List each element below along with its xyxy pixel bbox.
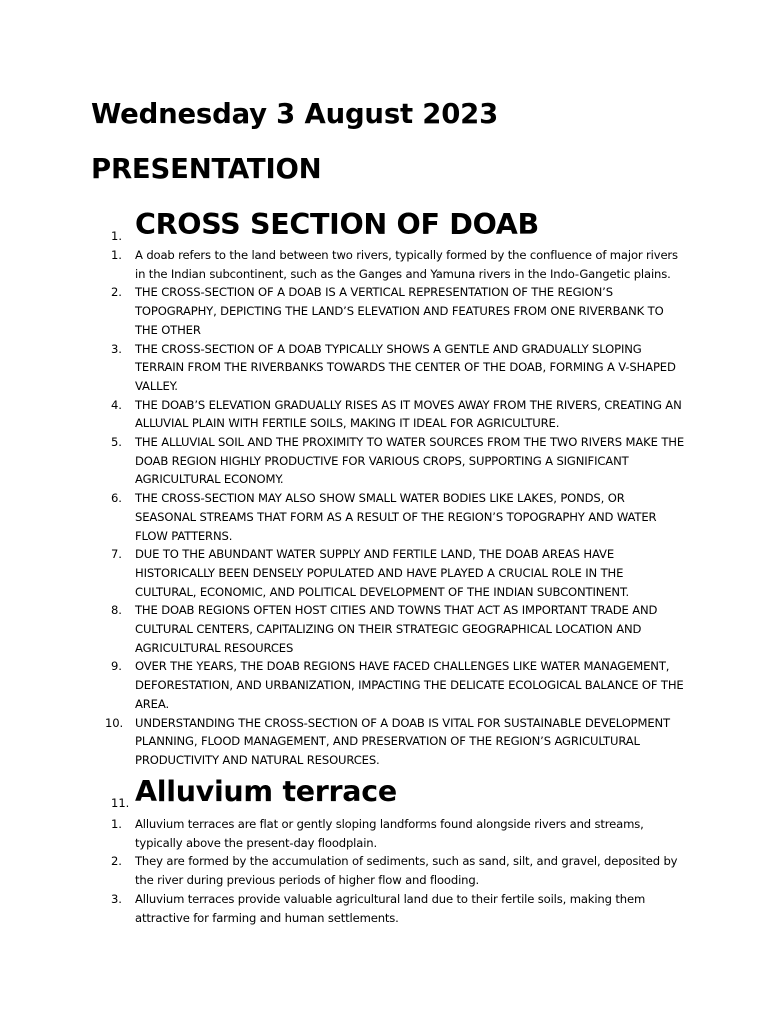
list-item xyxy=(0,545,768,601)
list-item xyxy=(0,852,768,889)
list-item-text: THE DOAB REGIONS OFTEN HOST CITIES AND TOWNS THAT ACT AS IMPORTANT TRADE AND CULTURAL CENTERS, CAPITALIZING ON THEIR STRATEGIC GEOGRAPHICAL LOCATION AND AGRICULTURAL RESOURCES xyxy=(135,603,658,655)
section-title: Alluvium terrace xyxy=(135,775,397,808)
list-item-text: UNDERSTANDING THE CROSS-SECTION OF A DOAB IS VITAL FOR SUSTAINABLE DEVELOPMENT PLANNING, FLOOD MANAGEMENT, AND PRESERVATION OF THE REGION’S AGRICULTURAL PRODUCTIVITY AND NATURAL RESOURCES. xyxy=(135,715,670,767)
list-item-text: A doab refers to the land between two rivers, typically formed by the confluence of major rivers in the Indian subcontinent, such as the Ganges and Yamuna rivers in the Indo-Gangetic plains. xyxy=(135,248,678,281)
section-title: CROSS SECTION OF DOAB xyxy=(135,208,539,241)
doab-points-list xyxy=(0,246,768,770)
list-item xyxy=(0,601,768,657)
list-item-number: 10. xyxy=(105,715,123,730)
list-item-number: 2. xyxy=(111,854,122,869)
section-heading-alluvium xyxy=(0,772,768,812)
list-item-number: 6. xyxy=(111,491,122,506)
list-item xyxy=(0,714,768,770)
list-item-number: 1. xyxy=(111,817,122,831)
presentation-heading: PRESENTATION xyxy=(91,153,322,185)
list-item-text: THE CROSS-SECTION MAY ALSO SHOW SMALL WATER BODIES LIKE LAKES, PONDS, OR SEASONAL STREAMS THAT FORM AS A RESULT OF THE REGION’S TOPOGRAPHY AND WATER FLOW PATTERNS. xyxy=(135,491,657,543)
section-number: 11. xyxy=(111,796,130,810)
list-item-number: 1. xyxy=(111,248,122,262)
list-item-number: 3. xyxy=(111,341,122,356)
list-item-text: THE CROSS-SECTION OF A DOAB IS A VERTICAL REPRESENTATION OF THE REGION’S TOPOGRAPHY, DEPICTING THE LAND’S ELEVATION AND FEATURES FROM ONE RIVERBANK TO THE OTHER xyxy=(135,285,664,337)
list-item-number: 7. xyxy=(111,547,122,562)
list-item-number: 2. xyxy=(111,285,122,300)
list-item xyxy=(0,246,768,283)
list-item xyxy=(0,433,768,489)
list-item xyxy=(0,340,768,396)
date-heading: Wednesday 3 August 2023 xyxy=(91,98,499,130)
list-item-text: Alluvium terraces are flat or gently sloping landforms found alongside rivers and streams, typically above the present-day floodplain. xyxy=(135,817,644,850)
list-item xyxy=(0,396,768,433)
list-item-text: THE DOAB’S ELEVATION GRADUALLY RISES AS IT MOVES AWAY FROM THE RIVERS, CREATING AN ALLUVIAL PLAIN WITH FERTILE SOILS, MAKING IT IDEAL FOR AGRICULTURE. xyxy=(135,397,682,431)
list-item-text: They are formed by the accumulation of sediments, such as sand, silt, and gravel, deposited by the river during previous periods of higher flow and flooding. xyxy=(135,854,678,888)
list-item-text: THE CROSS-SECTION OF A DOAB TYPICALLY SHOWS A GENTLE AND GRADUALLY SLOPING TERRAIN FROM THE RIVERBANKS TOWARDS THE CENTER OF THE DOAB, FORMING A V-SHAPED VALLEY. xyxy=(135,341,676,393)
list-item-number: 4. xyxy=(111,397,122,412)
list-item-text: THE ALLUVIAL SOIL AND THE PROXIMITY TO WATER SOURCES FROM THE TWO RIVERS MAKE THE DOAB REGION HIGHLY PRODUCTIVE FOR VARIOUS CROPS, SUPPORTING A SIGNIFICANT AGRICULTURAL ECONOMY. xyxy=(135,435,685,487)
alluvium-points-list xyxy=(0,815,768,927)
section-heading-doab xyxy=(0,205,768,245)
list-item-text: Alluvium terraces provide valuable agricultural land due to their fertile soils, making them attractive for farming and human settlements. xyxy=(135,891,646,925)
list-item xyxy=(0,283,768,339)
list-item-number: 5. xyxy=(111,435,122,450)
list-item-text: OVER THE YEARS, THE DOAB REGIONS HAVE FACED CHALLENGES LIKE WATER MANAGEMENT, DEFORESTATION, AND URBANIZATION, IMPACTING THE DELICATE ECOLOGICAL BALANCE OF THE AREA. xyxy=(135,659,684,711)
list-item-text: DUE TO THE ABUNDANT WATER SUPPLY AND FERTILE LAND, THE DOAB AREAS HAVE HISTORICALLY BEEN DENSELY POPULATED AND HAVE PLAYED A CRUCIAL ROLE IN THE CULTURAL, ECONOMIC, AND POLITICAL DEVELOPMENT OF THE INDIAN SUBCONTINENT. xyxy=(135,547,630,599)
list-item-number: 9. xyxy=(111,659,122,674)
list-item xyxy=(0,890,768,927)
list-item-number: 3. xyxy=(111,891,122,906)
list-item xyxy=(0,489,768,545)
list-item xyxy=(0,657,768,713)
list-item-number: 8. xyxy=(111,603,122,618)
section-number: 1. xyxy=(111,229,122,243)
list-item xyxy=(0,815,768,852)
